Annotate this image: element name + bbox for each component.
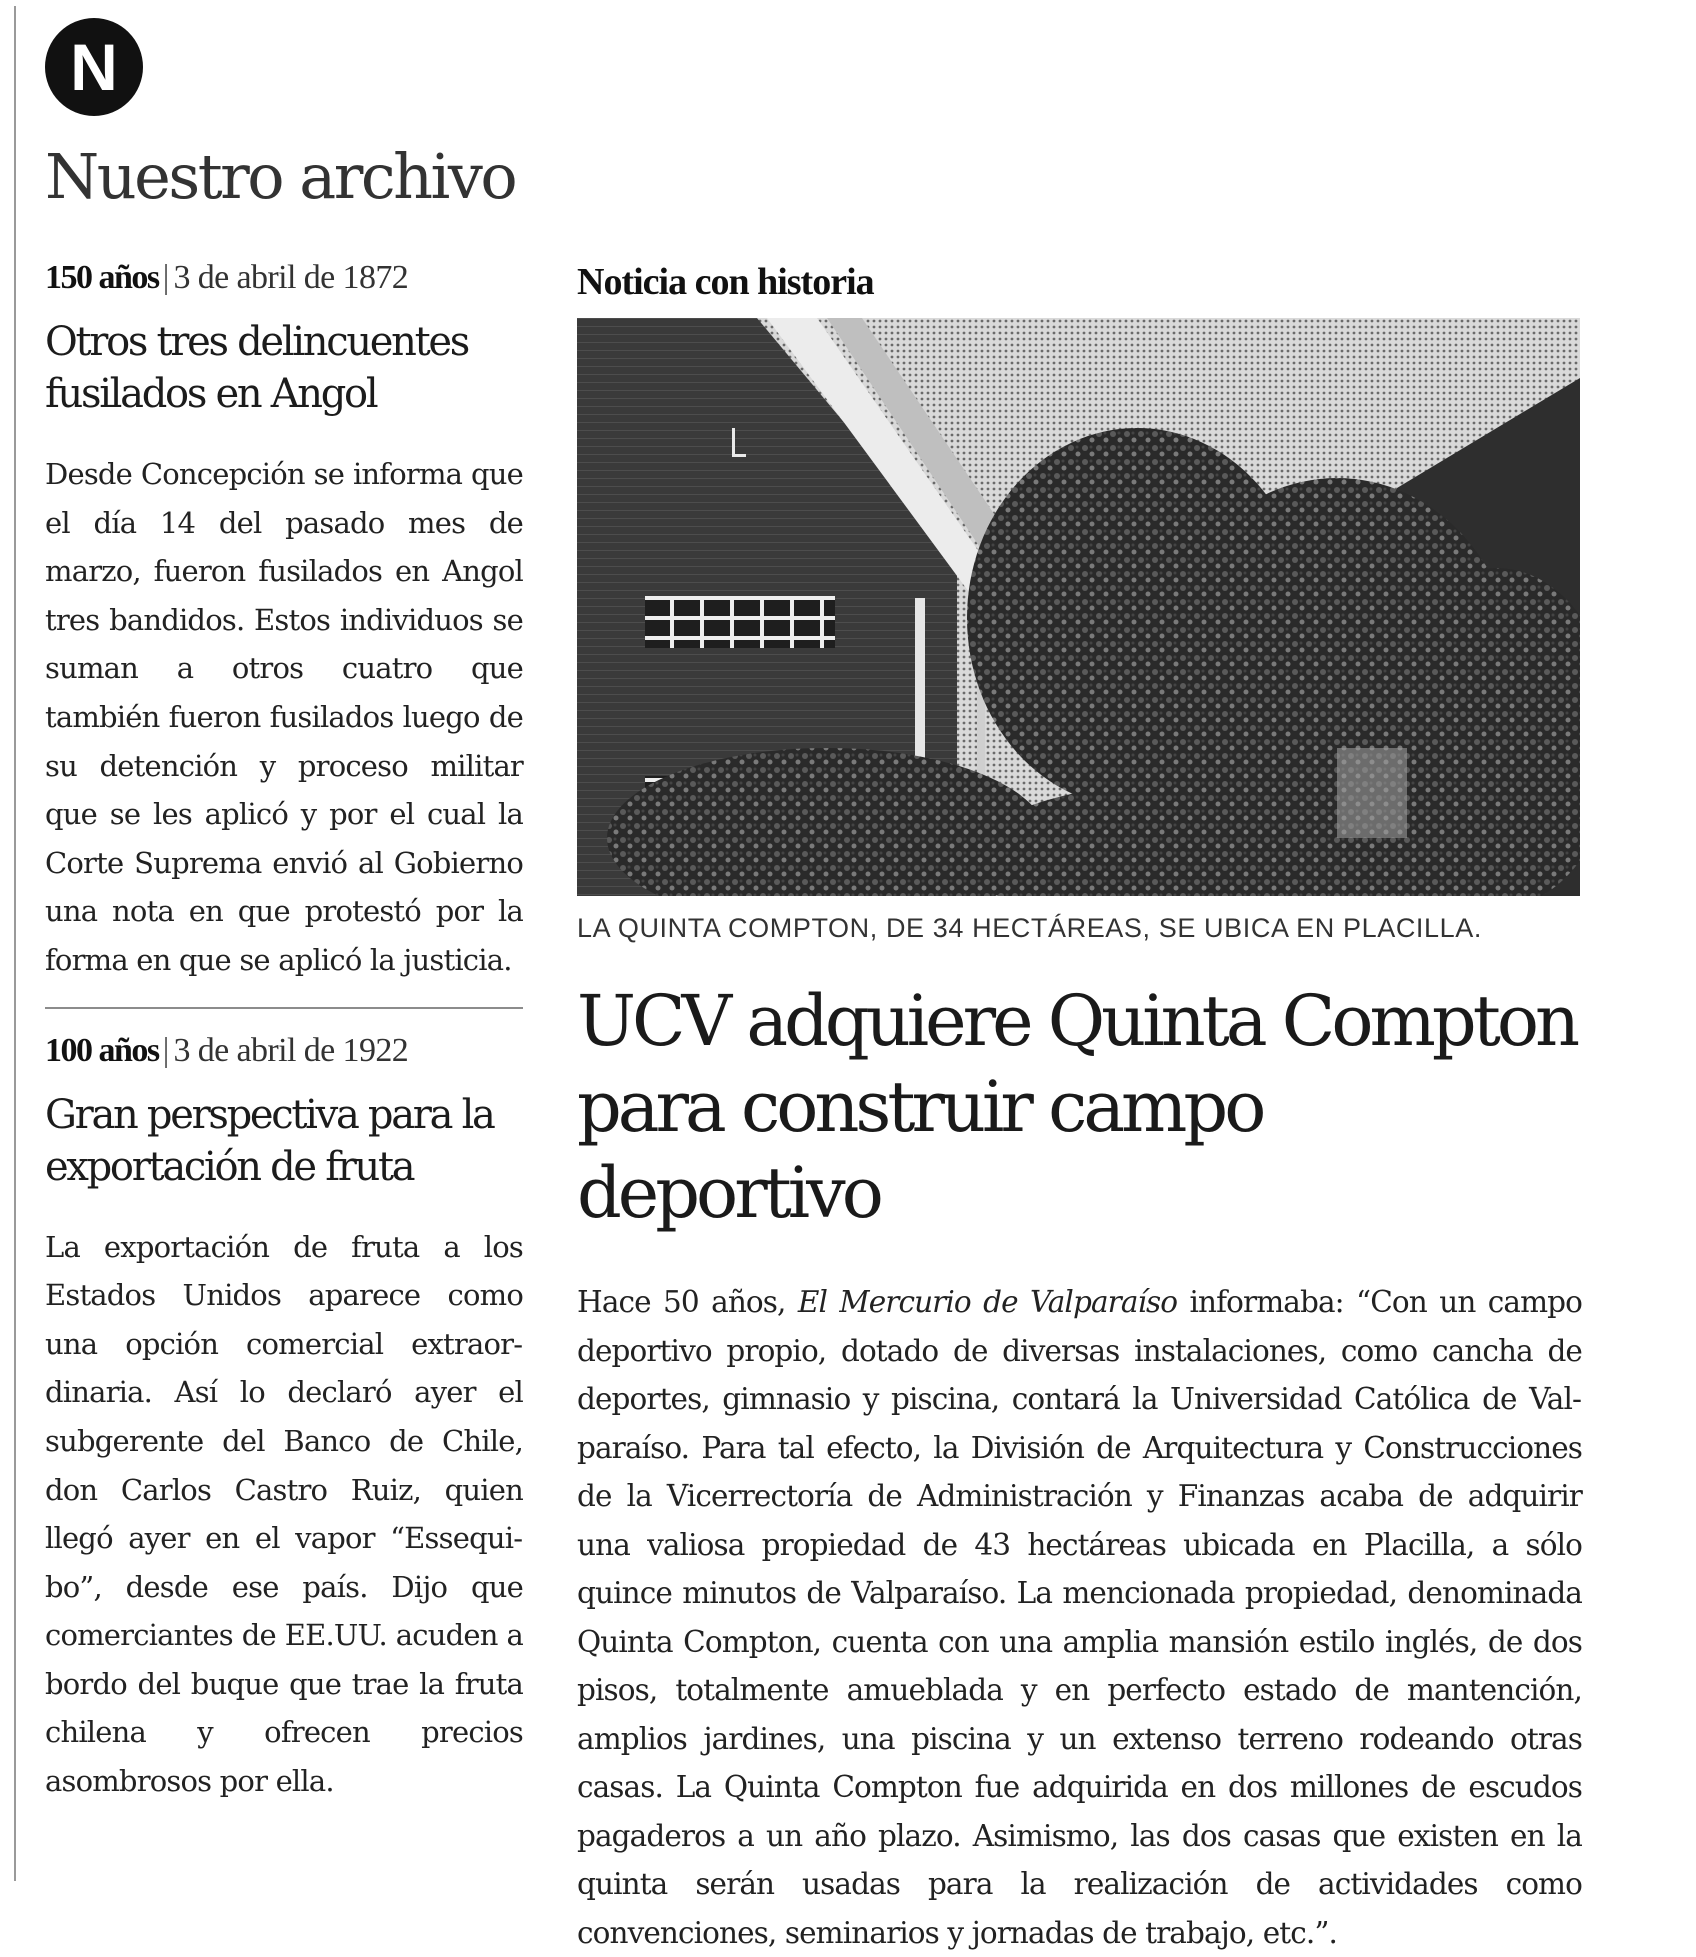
publication-name: El Mercurio de Valparaíso [797, 1285, 1178, 1319]
archive-article-100 [45, 1031, 523, 1806]
feature-headline: UCV adquiere Quinta Compton para construir campo deportivo [577, 980, 1577, 1234]
article-headline: Gran perspectiva para la exportación de fruta [45, 1091, 494, 1190]
article-date: 3 de abril de 1872 [173, 259, 409, 296]
feature-column [577, 258, 1582, 1957]
article-body: Desde Concepción se informa que el día 14 del pasado mes de marzo, fueron fusilados en Angol tres bandidos. Estos individuos se suman a otros cuatro que también fueron fusilados luego de su detención y proceso militar que se les aplicó y por el cual la Corte Suprema envió al Gobierno una nota en que protestó por la forma en que se aplicó la justicia. [45, 457, 523, 977]
years-ago: 150 años [45, 259, 159, 296]
archive-article-150 [45, 258, 523, 985]
kicker-separator: | [162, 1031, 170, 1069]
photo-caption: LA QUINTA COMPTON, DE 34 HECTÁREAS, SE UBICA EN PLACILLA. [577, 913, 1482, 943]
article-kicker [45, 1031, 523, 1071]
article-headline: Otros tres delincuentes fusilados en Angol [45, 319, 469, 417]
newspaper-logo [45, 18, 143, 116]
lead-prefix: Hace 50 años, [577, 1285, 798, 1319]
kicker-separator: | [162, 259, 170, 296]
photo-illustration [577, 318, 1580, 896]
archive-column [45, 258, 523, 1806]
years-ago: 100 años [45, 1031, 159, 1069]
quinta-compton-photo [577, 318, 1580, 896]
article-divider [45, 1007, 523, 1009]
feature-section-label: Noticia con historia [577, 261, 874, 303]
column-rule [14, 6, 16, 1881]
feature-body [577, 1278, 1582, 1957]
feature-body-text: informaba: “Con un campo deportivo propio, dotado de diversas instalaciones, como cancha de deportes, gimnasio y piscina, contará la Universidad Católica de Valparaíso. Para tal efecto, la División de Arquitectura y Construcciones de la Vicerrectoría de Administración y Finanzas acaba de adquirir una valiosa propiedad de 43 hectáreas ubicada en Placilla, a sólo quince minutos de Valparaíso. La mencionada propiedad, denominada Quinta Compton, cuenta con una amplia mansión estilo inglés, de dos pisos, totalmente amueblada y en perfecto estado de mantención, amplios jardines, una piscina y un extenso terreno rodeando otras casas. La Quinta Compton fue adquirida en dos millones de escudos pagaderos a un año plazo. Asimismo, las dos casas que existen en la quinta serán usadas para la realización de actividades como convenciones, seminarios y jornadas de trabajo, etc.”. [577, 1285, 1583, 1950]
article-body: La exportación de fruta a los Estados Unidos aparece como una opción comercial extraordinaria. Así lo declaró ayer el subgerente del Banco de Chile, don Carlos Castro Ruiz, quien llegó ayer en el vapor “Essequibo”, desde ese país. Dijo que comerciantes de EE.UU. acuden a bordo del buque que trae la fruta chilena y ofrecen precios asombrosos por ella. [45, 1229, 523, 1799]
article-date: 3 de abril de 1922 [173, 1031, 409, 1069]
logo-letter: N [70, 30, 118, 104]
article-kicker [45, 258, 523, 298]
section-title: Nuestro archivo [45, 140, 516, 213]
